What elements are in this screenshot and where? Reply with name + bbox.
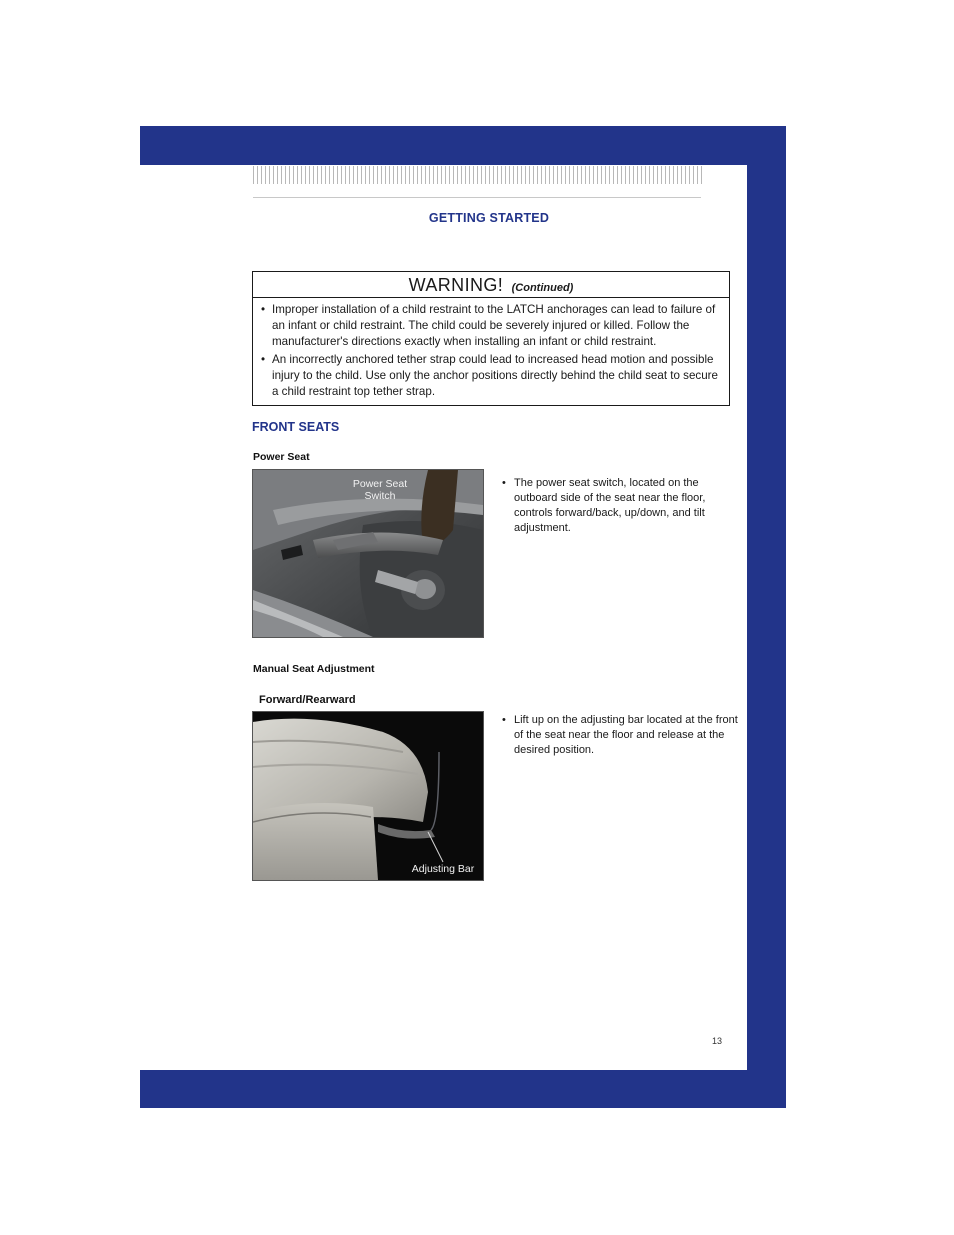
bullet-icon: • (261, 303, 266, 316)
warning-title: WARNING! (408, 275, 504, 295)
warning-item-text: Improper installation of a child restraint to the LATCH anchorages can lead to failure of an infant or child restraint. The child could be severely injured or killed. Follow the manufacturer's directions exactly when installing an infant or child restraint. (272, 303, 716, 348)
power-seat-photo (252, 469, 484, 638)
manual-seat-photo (252, 711, 484, 881)
manual-seat-bullet-text: Lift up on the adjusting bar located at the front of the seat near the floor and release at the desired position. (514, 714, 738, 756)
power-seat-label (335, 478, 425, 502)
power-seat-bullet (502, 476, 724, 536)
front-seats-heading: FRONT SEATS (252, 420, 340, 434)
bullet-icon: • (502, 714, 506, 726)
header-rule (253, 197, 701, 198)
power-seat-heading: Power Seat (253, 451, 310, 463)
warning-list (253, 298, 729, 400)
warning-item (261, 302, 721, 350)
power-seat-bullet-text: The power seat switch, located on the outboard side of the seat near the floor, controls forward/back, up/down, and tilt adjustment. (514, 477, 706, 534)
warning-box (252, 271, 730, 406)
power-seat-label-line2: Switch (364, 490, 396, 502)
warning-item (261, 352, 721, 400)
power-seat-label-line1: Power Seat (352, 478, 408, 490)
manual-seat-illustration (253, 712, 483, 880)
bullet-icon: • (261, 353, 266, 366)
header-tick-ruler (253, 166, 703, 184)
forward-rearward-heading: Forward/Rearward (259, 694, 356, 706)
section-title: GETTING STARTED (428, 211, 550, 225)
warning-continued: (Continued) (511, 282, 574, 294)
page-number: 13 (712, 1036, 723, 1046)
manual-seat-heading: Manual Seat Adjustment (253, 663, 375, 675)
bullet-icon: • (502, 477, 506, 489)
warning-item-text: An incorrectly anchored tether strap could lead to increased head motion and possible injury to the child. Use only the anchor positions directly behind the child seat to secure a child restraint top tether strap. (272, 353, 718, 398)
adjusting-bar-label: Adjusting Bar (411, 863, 475, 875)
warning-header (253, 272, 729, 298)
manual-seat-bullet (502, 713, 740, 758)
